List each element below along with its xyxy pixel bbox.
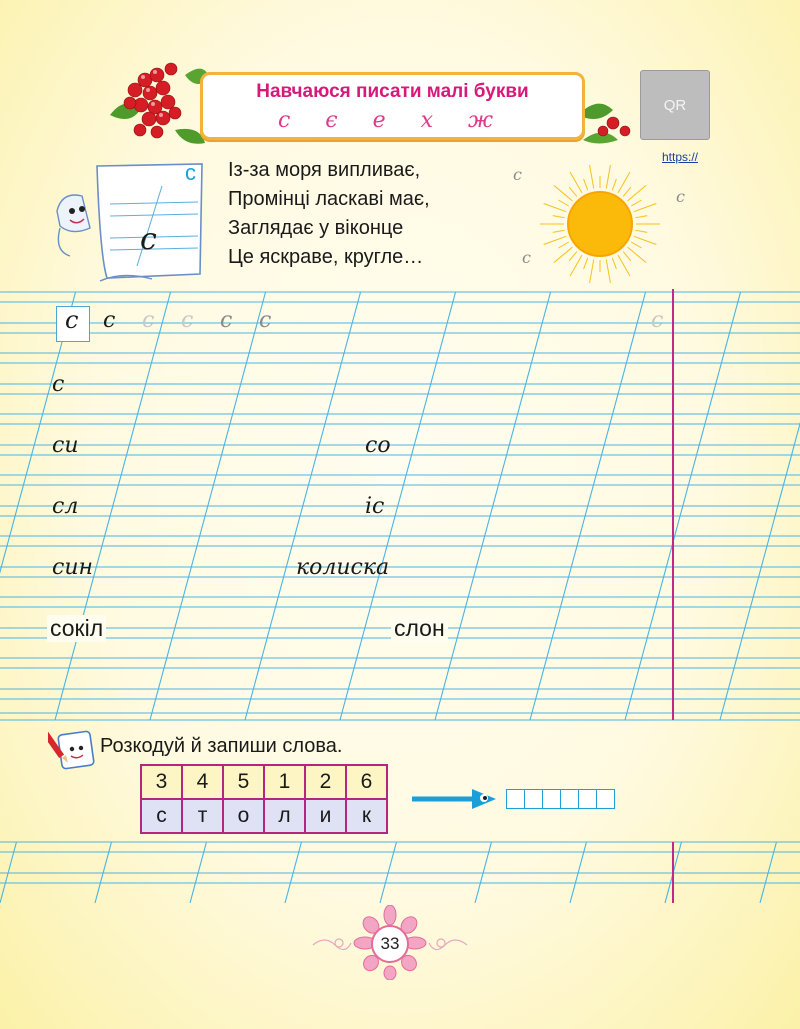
trace-letter: с (142, 308, 155, 333)
sample-letter: с (65, 306, 79, 334)
trace-letter: с (181, 308, 194, 333)
sun-ray (584, 179, 588, 190)
code-number: 6 (346, 765, 387, 799)
page-number-ornament (305, 905, 475, 980)
writing-sample: со (365, 433, 391, 458)
dotted-letter-mark: ⅽ (513, 165, 522, 184)
poem (228, 156, 518, 272)
sun-ray (590, 259, 594, 283)
answer-boxes[interactable] (506, 789, 614, 809)
trace-letter: с (259, 308, 272, 333)
writing-sample: с (52, 372, 65, 397)
answer-box[interactable] (542, 789, 561, 809)
sun-ray (631, 242, 641, 248)
sun-ray (553, 216, 565, 218)
sun-ray (635, 216, 647, 218)
sun-ray (569, 187, 577, 196)
sun-ray (623, 252, 631, 261)
card-cursive-letter: с (140, 222, 157, 257)
qr-link[interactable]: https:// (662, 150, 699, 164)
horizontal-rules (0, 292, 800, 883)
sun-ray (634, 236, 657, 244)
lesson-letters: с є е х ж (277, 108, 508, 133)
lesson-title: Навчаюся писати малі букви (256, 81, 529, 102)
code-number: 2 (305, 765, 346, 799)
sun-ray (606, 165, 610, 189)
sun-ray (553, 230, 565, 232)
code-letter: л (264, 799, 305, 833)
sun-ray (634, 203, 657, 211)
writing-sample: син (52, 555, 93, 580)
arrow-right-icon (410, 784, 502, 814)
code-letter: с (141, 799, 182, 833)
pencil-character-icon (48, 725, 98, 771)
sun-ray (612, 258, 616, 269)
code-letter: т (182, 799, 223, 833)
sun-ray (631, 200, 641, 206)
sun-ray (635, 230, 647, 232)
poem-line: Це яскраве, кругле… (228, 246, 424, 268)
code-letter: о (223, 799, 264, 833)
lesson-banner (200, 72, 585, 140)
code-letter: к (346, 799, 387, 833)
answer-box[interactable] (560, 789, 579, 809)
sun-ray (558, 242, 568, 248)
code-letter: и (305, 799, 346, 833)
berries-left-icon (105, 55, 215, 155)
answer-box[interactable] (578, 789, 597, 809)
answer-box[interactable] (506, 789, 525, 809)
trace-letter: с (103, 308, 116, 333)
poem-line: Промінці ласкаві має, (228, 188, 430, 210)
code-number: 3 (141, 765, 182, 799)
poem-line: Із-за моря випливає, (228, 159, 421, 181)
answer-box[interactable] (596, 789, 615, 809)
card-print-letter: с (185, 160, 196, 185)
sun-ray (544, 236, 567, 244)
code-number: 5 (223, 765, 264, 799)
writing-sample: іс (365, 494, 385, 519)
dotted-letter-mark: ⅽ (676, 187, 685, 206)
sun-ray (590, 165, 594, 189)
exercise-title: Розкодуй й запиши слова. (100, 735, 343, 757)
sun-ray (623, 187, 631, 196)
writing-sample: колиска (296, 555, 390, 580)
poem-line: Заглядає у віконце (228, 217, 404, 239)
print-word: сокіл (47, 615, 106, 642)
answer-box[interactable] (524, 789, 543, 809)
sun-ray (544, 203, 567, 211)
qr-code[interactable]: QR (640, 70, 710, 140)
print-word: слон (391, 615, 448, 642)
trace-letter: с (220, 308, 233, 333)
sun-ray (584, 258, 588, 269)
sun-ray (606, 259, 610, 283)
code-number: 1 (264, 765, 305, 799)
page-number: 33 (371, 925, 409, 963)
sun-ray (612, 179, 616, 190)
dotted-letter-mark: ⅽ (522, 248, 531, 267)
code-table (140, 764, 388, 834)
end-letter: с (651, 308, 664, 333)
sun-ray (558, 200, 568, 206)
writing-sample: сл (52, 494, 79, 519)
writing-sample: си (52, 433, 79, 458)
sun-ray (569, 252, 577, 261)
sun-icon (530, 162, 670, 287)
code-number: 4 (182, 765, 223, 799)
